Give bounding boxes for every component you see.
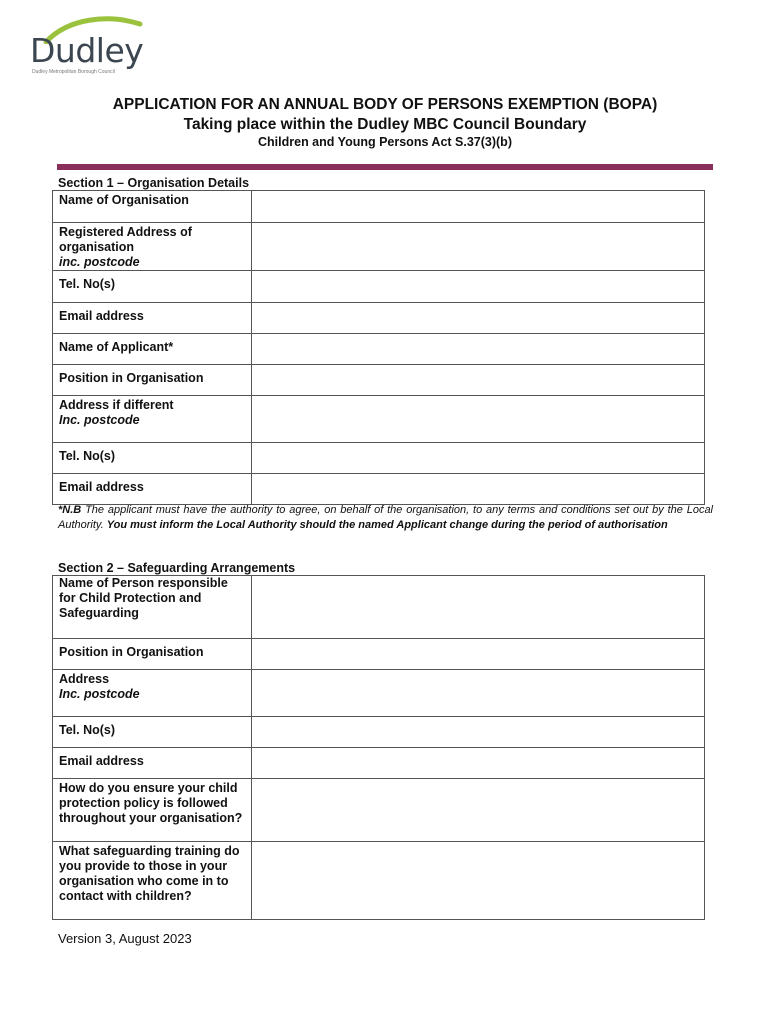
table-row <box>53 474 705 505</box>
organisation-tel-field[interactable] <box>252 271 705 303</box>
form-title: APPLICATION FOR AN ANNUAL BODY OF PERSONS EXEMPTION (BOPA) <box>112 96 658 113</box>
safeguarding-position-field[interactable] <box>252 639 705 670</box>
table-row <box>53 303 705 334</box>
organisation-name-field[interactable] <box>252 191 705 223</box>
act-reference: Children and Young Persons Act S.37(3)(b) <box>258 135 512 149</box>
field-label: What safeguarding training do you provide to those in your organisation who come in to contact with children? <box>53 842 252 920</box>
table-row <box>53 396 705 443</box>
safeguarding-lead-field[interactable] <box>252 576 705 639</box>
table-row <box>53 443 705 474</box>
table-row <box>53 748 705 779</box>
field-label: Address Inc. postcode <box>53 670 252 717</box>
table-row <box>53 717 705 748</box>
table-row <box>53 271 705 303</box>
table-row <box>53 223 705 271</box>
table-row <box>53 334 705 365</box>
section-1-title: Section 1 – Organisation Details <box>58 176 250 190</box>
field-label: Email address <box>53 303 252 334</box>
field-label: Email address <box>53 748 252 779</box>
field-label: Name of Organisation <box>53 191 252 223</box>
logo-wordmark: Dudley <box>30 31 144 70</box>
applicant-name-field[interactable] <box>252 334 705 365</box>
form-subtitle: Taking place within the Dudley MBC Council Boundary <box>183 116 587 133</box>
organisation-details-table <box>52 190 705 505</box>
table-row <box>53 639 705 670</box>
field-label: Tel. No(s) <box>53 443 252 474</box>
field-label: Position in Organisation <box>53 365 252 396</box>
field-label: Name of Applicant* <box>53 334 252 365</box>
dudley-logo <box>28 14 148 76</box>
table-row <box>53 365 705 396</box>
table-row <box>53 576 705 639</box>
table-row <box>53 779 705 842</box>
field-label: Email address <box>53 474 252 505</box>
field-label: Tel. No(s) <box>53 271 252 303</box>
safeguarding-address-field[interactable] <box>252 670 705 717</box>
applicant-email-field[interactable] <box>252 474 705 505</box>
policy-compliance-field[interactable] <box>252 779 705 842</box>
field-label: Position in Organisation <box>53 639 252 670</box>
applicant-position-field[interactable] <box>252 365 705 396</box>
field-label: Registered Address of organisation inc. postcode <box>53 223 252 271</box>
safeguarding-email-field[interactable] <box>252 748 705 779</box>
safeguarding-arrangements-table <box>52 575 705 920</box>
organisation-email-field[interactable] <box>252 303 705 334</box>
field-label: How do you ensure your child protection policy is followed throughout your organisation? <box>53 779 252 842</box>
table-row <box>53 670 705 717</box>
header-divider <box>57 164 713 170</box>
table-row <box>53 842 705 920</box>
applicant-address-field[interactable] <box>252 396 705 443</box>
section-2-title: Section 2 – Safeguarding Arrangements <box>58 561 296 575</box>
table-row <box>53 191 705 223</box>
applicant-tel-field[interactable] <box>252 443 705 474</box>
field-label: Address if different Inc. postcode <box>53 396 252 443</box>
safeguarding-training-field[interactable] <box>252 842 705 920</box>
safeguarding-tel-field[interactable] <box>252 717 705 748</box>
applicant-note: *N.B The applicant must have the authority to agree, on behalf of the organisation, to any terms and conditions set out by the Local Authority. You must inform the Local Authority should the named Applicant change during the period of authorisation <box>58 504 713 531</box>
field-label: Tel. No(s) <box>53 717 252 748</box>
field-label: Name of Person responsible for Child Protection and Safeguarding <box>53 576 252 639</box>
logo-subtitle: Dudley Metropolitan Borough Council <box>32 69 115 75</box>
version-footer: Version 3, August 2023 <box>58 931 192 946</box>
registered-address-field[interactable] <box>252 223 705 271</box>
